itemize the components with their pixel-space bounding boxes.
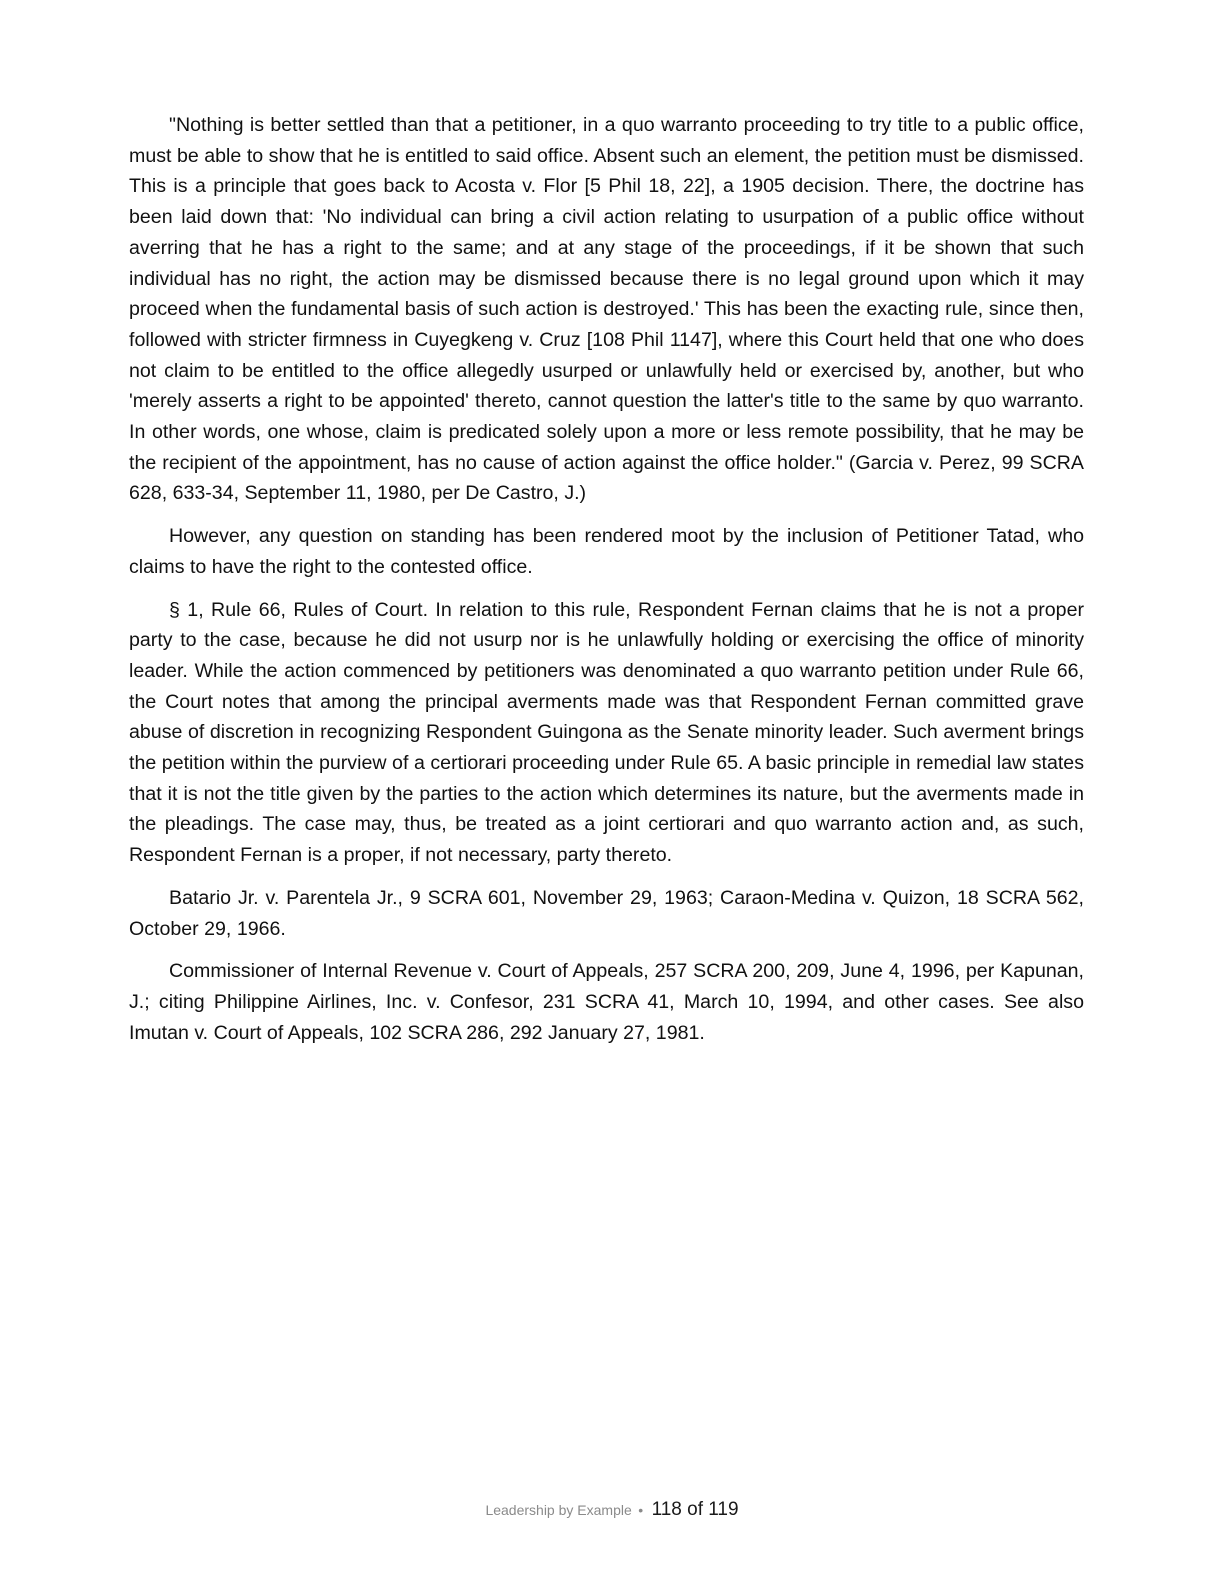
page-footer bbox=[0, 1499, 1224, 1521]
page-number: 118 of 119 bbox=[651, 1499, 739, 1520]
paragraph-batario-citation: Batario Jr. v. Parentela Jr., 9 SCRA 601, November 29, 1963; Caraon-Medina v. Quizon, 18 SCRA 562, October 29, 1966. bbox=[129, 886, 1084, 940]
paragraph-rule-66: § 1, Rule 66, Rules of Court. In relation to this rule, Respondent Fernan claims that he is not a proper party to the case, because he did not usurp nor is he unlawfully holding or exercising the office of minority leader. While the action commenced by petitioners was denominated a quo warranto petition under Rule 66, the Court notes that among the principal averments made was that Respondent Fernan committed grave abuse of discretion in recognizing Respondent Guingona as the Senate minority leader. Such averment brings the petition within the purview of a certiorari proceeding under Rule 65. A basic principle in remedial law states that it is not the title given by the parties to the action which determines its nature, but the averments made in the pleadings. The case may, thus, be treated as a joint certiorari and quo warranto action and, as such, Respondent Fernan is a proper, if not necessary, party thereto. bbox=[129, 598, 1084, 867]
paragraph-standing: However, any question on standing has been rendered moot by the inclusion of Petitioner Tatad, who claims to have the right to the contested office. bbox=[129, 525, 1084, 578]
document-body bbox=[129, 110, 1084, 1060]
footer-separator: • bbox=[638, 1502, 644, 1518]
paragraph-cir-citation: Commissioner of Internal Revenue v. Court of Appeals, 257 SCRA 200, 209, June 4, 1996, per Kapunan, J.; citing Philippine Airlines, Inc. v. Confesor, 231 SCRA 41, March 10, 1994, and other cases. See also Imutan v. Court of Appeals, 102 SCRA 286, 292 January 27, 1981. bbox=[129, 960, 1084, 1044]
paragraph-garcia-quote: "Nothing is better settled than that a petitioner, in a quo warranto proceeding to try title to a public office, must be able to show that he is entitled to said office. Absent such an element, the petition must be dismissed. This is a principle that goes back to Acosta v. Flor [5 Phil 18, 22], a 1905 decision. There, the doctrine has been laid down that: 'No individual can bring a civil action relating to usurpation of a public office without averring that he has a right to the same; and at any stage of the proceedings, if it be shown that such individual has no right, the action may be dismissed because there is no legal ground upon which it may proceed when the fundamental basis of such action is destroyed.' This has been the exacting rule, since then, followed with stricter firmness in Cuyegkeng v. Cruz [108 Phil 1147], where this Court held that one who does not claim to be entitled to the office allegedly usurped or unlawfully held or exercised by, another, but who 'merely asserts a right to be appointed' thereto, cannot question the latter's title to the same by quo warranto. In other words, one whose, claim is predicated solely upon a more or less remote possibility, that he may be the recipient of the appointment, has no cause of action against the office holder." (Garcia v. Perez, 99 SCRA 628, 633-34, September 11, 1980, per De Castro, J.) bbox=[129, 114, 1084, 505]
footer-book-title: Leadership by Example bbox=[485, 1502, 632, 1518]
